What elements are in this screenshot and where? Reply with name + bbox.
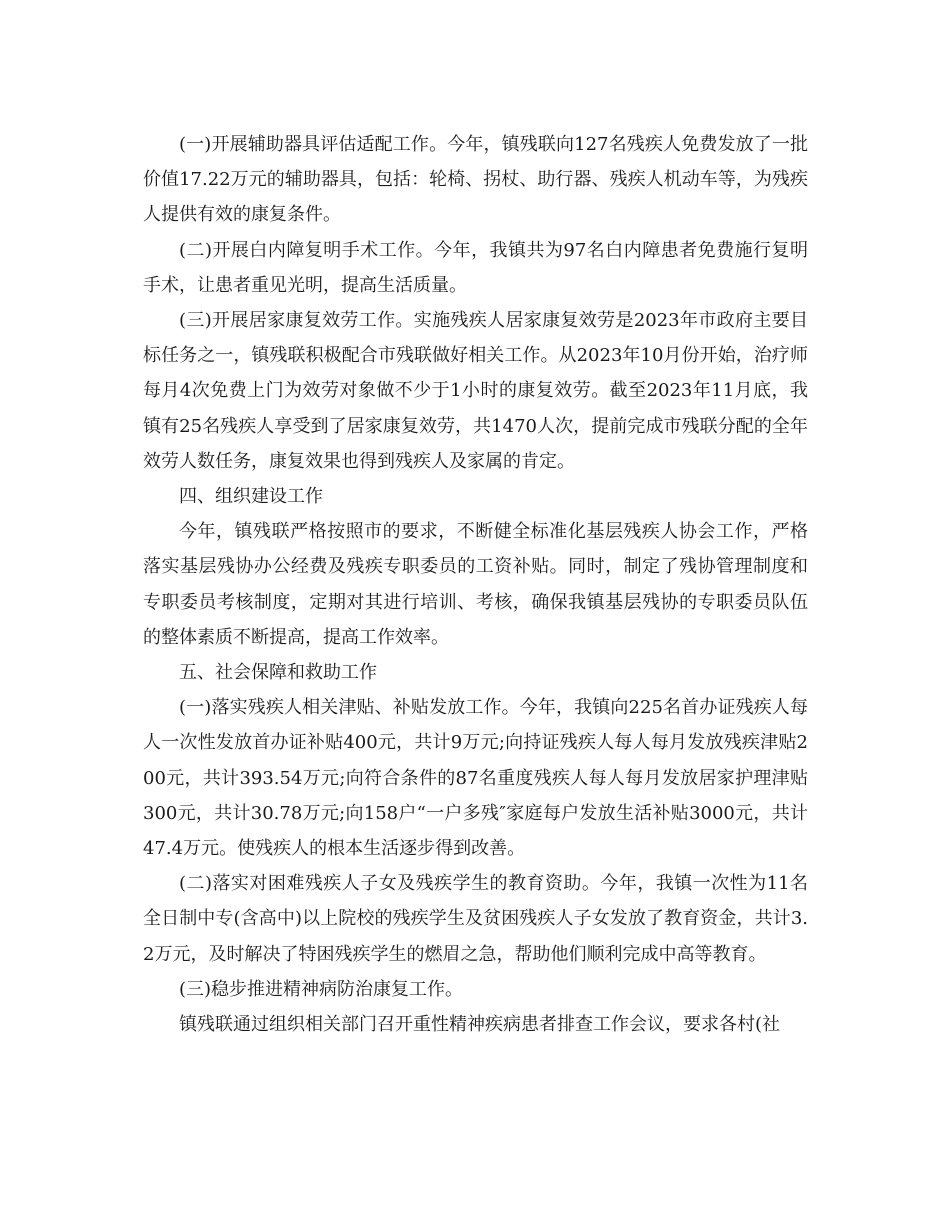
paragraph-organization-building: 今年，镇残联严格按照市的要求，不断健全标准化基层残疾人协会工作，严格落实基层残协办公经费及残疾专职委员的工资补贴。同时，制定了残协管理制度和专职委员考核制度，定期对其进行培训、考核，确保我镇基层残协的专职委员队伍的整体素质不断提高，提高工作效率。	[143, 521, 808, 648]
section-heading-organization: 四、组织建设工作	[179, 486, 323, 508]
paragraph-education-aid: (二)落实对困难残疾人子女及残疾学生的教育资助。今年，我镇一次性为11名全日制中专(含高中)以上院校的残疾学生及贫困残疾人子女发放了教育资金，共计3.2万元，及时解决了特困残疾学生的燃眉之急，帮助他们顺利完成中高等教育。	[143, 873, 808, 965]
section-heading-social-security: 五、社会保障和救助工作	[179, 662, 377, 684]
paragraph-allowances: (一)落实残疾人相关津贴、补贴发放工作。今年，我镇向225名首办证残疾人每人一次性发放首办证补贴400元，共计9万元;向持证残疾人每人每月发放残疾津贴200元，共计393.54万元;向符合条件的87名重度残疾人每人每月发放居家护理津贴300元，共计30.78万元;向158户“一户多残″家庭每户发放生活补贴3000元，共计47.4万元。使残疾人的根本生活逐步得到改善。	[143, 697, 808, 860]
paragraph-mental-health: 镇残联通过组织相关部门召开重性精神疾病患者排查工作会议，要求各村(社	[179, 1014, 781, 1036]
paragraph-assistive-devices: (一)开展辅助器具评估适配工作。今年，镇残联向127名残疾人免费发放了一批价值17.22万元的辅助器具，包括：轮椅、拐杖、助行器、残疾人机动车等，为残疾人提供有效的康复条件。	[143, 134, 808, 226]
paragraph-mental-health-heading: (三)稳步推进精神病防治康复工作。	[179, 978, 464, 1000]
document-body	[143, 127, 808, 1042]
paragraph-home-rehabilitation: (三)开展居家康复效劳工作。实施残疾人居家康复效劳是2023年市政府主要目标任务之一，镇残联积极配合市残联做好相关工作。从2023年10月份开始，治疗师每月4次免费上门为效劳对象做不少于1小时的康复效劳。截至2023年11月底，我镇有25名残疾人享受到了居家康复效劳，共1470人次，提前完成市残联分配的全年效劳人数任务，康复效果也得到残疾人及家属的肯定。	[143, 310, 808, 472]
paragraph-cataract-surgery: (二)开展白内障复明手术工作。今年，我镇共为97名白内障患者免费施行复明手术，让患者重见光明，提高生活质量。	[143, 239, 808, 296]
